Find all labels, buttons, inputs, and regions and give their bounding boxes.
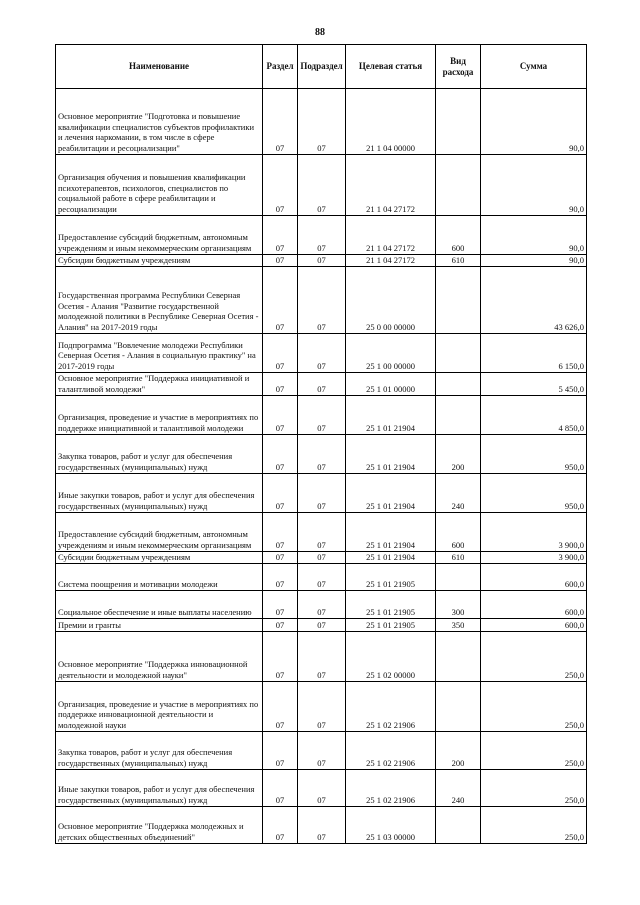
table-row [56,216,587,255]
cell-name [56,618,263,631]
cell-expense-type: 350 [436,618,481,631]
table-row [56,590,587,618]
cell-section: 07 [263,255,298,267]
cell-subsection: 07 [298,563,346,590]
cell-name [56,563,263,590]
table-row [56,681,587,731]
cell-amount: 250,0 [481,806,587,843]
row-name-text: Субсидии бюджетным учреждениям [58,551,191,562]
cell-name [56,373,263,396]
cell-target-article: 25 1 01 21904 [346,551,436,563]
cell-subsection: 07 [298,618,346,631]
cell-expense-type: 600 [436,512,481,551]
cell-section: 07 [263,618,298,631]
cell-section: 07 [263,89,298,155]
table-row [56,618,587,631]
cell-subsection: 07 [298,806,346,843]
row-name-text: Основное мероприятие "Поддержка молодежных и детских общественных объединений" [58,821,244,843]
table-header-row [56,45,587,89]
cell-name [56,551,263,563]
row-name-text: Социальное обеспечение и иные выплаты населению [58,606,252,617]
header-section: Раздел [263,45,298,89]
cell-name [56,267,263,334]
row-name-text: Организация, проведение и участие в мероприятиях по поддержке инициативной и талантливой молодежи [58,412,259,433]
cell-target-article: 25 1 01 21904 [346,395,436,434]
cell-amount: 250,0 [481,631,587,681]
cell-expense-type: 240 [436,769,481,806]
cell-expense-type [436,806,481,843]
table-row [56,769,587,806]
table-row [56,334,587,373]
cell-section: 07 [263,395,298,434]
cell-subsection: 07 [298,267,346,334]
cell-expense-type: 240 [436,473,481,512]
cell-amount: 90,0 [481,89,587,155]
cell-target-article: 21 1 04 27172 [346,155,436,216]
cell-subsection: 07 [298,512,346,551]
cell-subsection: 07 [298,551,346,563]
header-subsection: Подраздел [298,45,346,89]
cell-amount: 5 450,0 [481,373,587,396]
cell-name [56,806,263,843]
cell-amount: 90,0 [481,216,587,255]
header-amount: Сумма [481,45,587,89]
row-name-text: Иные закупки товаров, работ и услуг для обеспечения государственных (муниципальных) нужд [58,490,255,511]
cell-expense-type: 300 [436,590,481,618]
cell-section: 07 [263,631,298,681]
cell-target-article: 21 1 04 27172 [346,216,436,255]
cell-subsection: 07 [298,434,346,473]
cell-name [56,155,263,216]
cell-amount: 950,0 [481,434,587,473]
cell-section: 07 [263,155,298,216]
cell-amount: 950,0 [481,473,587,512]
cell-section: 07 [263,769,298,806]
cell-target-article: 25 1 03 00000 [346,806,436,843]
cell-amount: 600,0 [481,590,587,618]
cell-expense-type [436,631,481,681]
cell-subsection: 07 [298,590,346,618]
table-row [56,551,587,563]
cell-target-article: 25 1 02 21906 [346,731,436,769]
row-name-text: Премии и гранты [58,619,121,630]
cell-subsection: 07 [298,681,346,731]
cell-section: 07 [263,563,298,590]
table-row [56,395,587,434]
cell-amount: 6 150,0 [481,334,587,373]
cell-subsection: 07 [298,731,346,769]
cell-amount: 250,0 [481,681,587,731]
cell-expense-type [436,334,481,373]
header-name: Наименование [56,45,263,89]
cell-target-article: 25 1 01 21905 [346,563,436,590]
cell-section: 07 [263,267,298,334]
table-row [56,806,587,843]
cell-subsection: 07 [298,395,346,434]
cell-name [56,769,263,806]
cell-target-article: 25 1 01 21904 [346,434,436,473]
cell-expense-type [436,373,481,396]
cell-expense-type: 610 [436,551,481,563]
cell-amount: 600,0 [481,563,587,590]
cell-target-article: 25 1 01 00000 [346,373,436,396]
cell-name [56,89,263,155]
cell-subsection: 07 [298,155,346,216]
cell-expense-type [436,155,481,216]
cell-target-article: 25 1 01 21905 [346,618,436,631]
cell-expense-type: 610 [436,255,481,267]
cell-expense-type [436,267,481,334]
header-target-article: Целевая статья [346,45,436,89]
cell-name [56,434,263,473]
cell-expense-type [436,395,481,434]
cell-expense-type: 200 [436,731,481,769]
cell-name [56,395,263,434]
row-name-text: Предоставление субсидий бюджетным, автономным учреждениям и иным некоммерческим организациям [58,529,252,550]
row-name-text: Государственная программа Республики Северная Осетия - Алания "Развитие государственной молодежной политики в Республике Северная Осетия - Алания" на 2017-2019 годы [58,289,259,333]
cell-amount: 600,0 [481,618,587,631]
cell-amount: 3 900,0 [481,512,587,551]
page-number: 88 [315,27,325,38]
cell-expense-type [436,681,481,731]
cell-section: 07 [263,590,298,618]
cell-name [56,334,263,373]
budget-table [55,44,587,844]
row-name-text: Основное мероприятие "Поддержка инновационной деятельности и молодежной науки" [58,659,248,680]
cell-section: 07 [263,731,298,769]
cell-target-article: 25 1 01 21905 [346,590,436,618]
table-row [56,89,587,155]
row-name-text: Закупка товаров, работ и услуг для обеспечения государственных (муниципальных) нужд [58,451,233,472]
table-row [56,373,587,396]
cell-subsection: 07 [298,631,346,681]
table-row [56,255,587,267]
cell-section: 07 [263,334,298,373]
table-row [56,155,587,216]
cell-amount: 90,0 [481,255,587,267]
cell-amount: 43 626,0 [481,267,587,334]
row-name-text: Организация, проведение и участие в мероприятиях по поддержке инновационной деятельности и молодежной науки [58,698,259,731]
cell-target-article: 25 1 02 21906 [346,769,436,806]
row-name-text: Организация обучения и повышения квалификации психотерапевтов, психологов, специалистов по социальной работе в сфере реабилитации и ресоциализации [58,171,246,215]
cell-target-article: 25 1 02 21906 [346,681,436,731]
cell-section: 07 [263,473,298,512]
table-row [56,563,587,590]
cell-name [56,216,263,255]
cell-target-article: 25 1 01 21904 [346,512,436,551]
cell-subsection: 07 [298,334,346,373]
row-name-text: Иные закупки товаров, работ и услуг для обеспечения государственных (муниципальных) нужд [58,784,255,806]
cell-amount: 4 850,0 [481,395,587,434]
row-name-text: Предоставление субсидий бюджетным, автономным учреждениям и иным некоммерческим организациям [58,232,252,254]
row-name-text: Подпрограмма "Вовлечение молодежи Республики Северная Осетия - Алания в социальную практику" на 2017-2019 годы [58,339,256,372]
table-row [56,434,587,473]
cell-expense-type [436,563,481,590]
cell-section: 07 [263,216,298,255]
cell-section: 07 [263,806,298,843]
cell-subsection: 07 [298,769,346,806]
cell-section: 07 [263,373,298,396]
cell-target-article: 25 1 01 21904 [346,473,436,512]
cell-name [56,255,263,267]
cell-name [56,590,263,618]
cell-target-article: 25 0 00 00000 [346,267,436,334]
cell-name [56,473,263,512]
table-row [56,631,587,681]
cell-amount: 250,0 [481,731,587,769]
row-name-text: Основное мероприятие "Поддержка инициативной и талантливой молодежи" [58,373,250,394]
cell-target-article: 25 1 02 00000 [346,631,436,681]
cell-subsection: 07 [298,255,346,267]
cell-amount: 250,0 [481,769,587,806]
cell-subsection: 07 [298,89,346,155]
cell-name [56,681,263,731]
cell-name [56,731,263,769]
table-row [56,731,587,769]
cell-target-article: 21 1 04 27172 [346,255,436,267]
table-body [56,89,587,844]
cell-name [56,512,263,551]
cell-amount: 3 900,0 [481,551,587,563]
table-row [56,267,587,334]
row-name-text: Закупка товаров, работ и услуг для обеспечения государственных (муниципальных) нужд [58,747,233,769]
row-name-text: Система поощрения и мотивации молодежи [58,578,218,589]
cell-expense-type: 600 [436,216,481,255]
cell-subsection: 07 [298,373,346,396]
header-expense-type: Вид расхода [436,45,481,89]
cell-expense-type: 200 [436,434,481,473]
cell-section: 07 [263,434,298,473]
cell-target-article: 21 1 04 00000 [346,89,436,155]
cell-section: 07 [263,681,298,731]
cell-subsection: 07 [298,473,346,512]
cell-amount: 90,0 [481,155,587,216]
row-name-text: Основное мероприятие "Подготовка и повышение квалификации специалистов субъектов профилактики и лечения наркомании, в том числе в сфере реабилитации и ресоциализации" [58,110,255,154]
table-row [56,512,587,551]
table-row [56,473,587,512]
row-name-text: Субсидии бюджетным учреждениям [58,255,191,266]
cell-section: 07 [263,512,298,551]
cell-subsection: 07 [298,216,346,255]
cell-expense-type [436,89,481,155]
cell-section: 07 [263,551,298,563]
cell-name [56,631,263,681]
cell-target-article: 25 1 00 00000 [346,334,436,373]
